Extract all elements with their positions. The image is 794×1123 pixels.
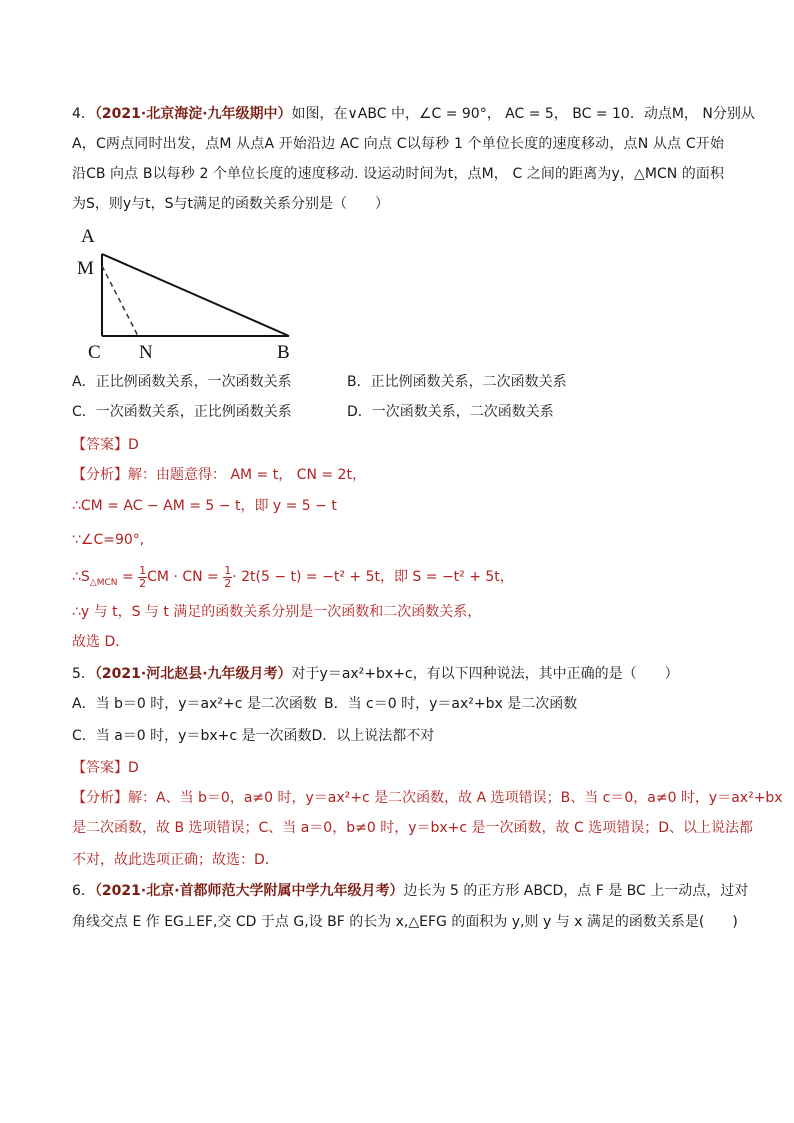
- q4-option-d: D．一次函数关系，二次函数关系: [347, 404, 554, 420]
- formula-end: · 2t(5 − t) = −t² + 5t，即 S = −t² + 5t，: [232, 569, 514, 585]
- q4-analysis-line-5: ∴y 与 t，S 与 t 满足的函数关系分别是一次函数和二次函数关系，: [72, 604, 482, 620]
- q5-line-1: [72, 664, 724, 684]
- q5-analysis-line-3: 不对，故此选项正确；故选：D．: [72, 852, 279, 868]
- label-m: M: [77, 258, 94, 279]
- q6-number: 6．: [72, 883, 95, 899]
- formula-middle: CM · CN =: [147, 569, 224, 585]
- q6-line-1: [72, 881, 749, 901]
- fraction-numerator: 1: [139, 563, 147, 577]
- q4-analysis-text-1: 解：由题意得： AM = t， CN = 2t，: [128, 467, 366, 483]
- q6-source: （2021·北京·首都师范大学附属中学九年级月考）: [94, 883, 404, 899]
- q5-source: （2021·河北赵县·九年级月考）: [94, 666, 292, 682]
- area-subscript: △MCN: [89, 577, 118, 588]
- q4-analysis-line-4: [72, 564, 724, 596]
- q4-analysis-line-3: ∵∠C=90°,: [72, 532, 145, 548]
- q5-option-b: B．当 c＝0 时，y＝ax²+bx 是二次函数: [324, 696, 578, 712]
- q4-option-c: C．一次函数关系，正比例函数关系: [72, 404, 292, 420]
- q5-option-c-d: C．当 a＝0 时，y＝bx+c 是一次函数D．以上说法都不对: [72, 728, 435, 744]
- label-b: B: [277, 342, 290, 362]
- fraction-numerator-2: 1: [224, 563, 232, 577]
- q5-analysis-line-1: [72, 788, 783, 808]
- q5-analysis-line-2: 是二次函数，故 B 选项错误；C、当 a＝0，b≠0 时，y＝bx+c 是一次函数，故 C 选项错误；D、以上说法都: [72, 820, 753, 836]
- fraction-half-2: [223, 565, 232, 590]
- label-a: A: [81, 226, 95, 247]
- side-ab: [102, 254, 289, 336]
- q5-analysis-text-1: 解：A、当 b＝0，a≠0 时，y＝ax²+c 是二次函数，故 A 选项错误；B、当 c＝0，a≠0 时，y＝ax²+bx: [128, 790, 783, 806]
- q5-stem: 对于y＝ax²+bx+c，有以下四种说法，其中正确的是（ ）: [291, 666, 679, 682]
- q4-number: 4．: [72, 106, 95, 122]
- q6-line-2: 角线交点 E 作 EG⊥EF,交 CD 于点 G,设 BF 的长为 x,△EFG 的面积为 y,则 y 与 x 满足的函数关系是( ): [72, 914, 738, 930]
- segment-mn-dashed: [102, 266, 138, 336]
- q4-option-b: B．正比例函数关系，二次函数关系: [347, 374, 567, 390]
- equals-sign: =: [117, 569, 139, 585]
- q4-line-4: 为S，则y与t，S与t满足的函数关系分别是（ ）: [72, 196, 390, 212]
- label-c: C: [88, 342, 101, 362]
- q4-line-1: [72, 104, 755, 124]
- q5-answer: 【答案】D: [72, 760, 139, 776]
- fraction-denominator-2: 2: [224, 576, 232, 590]
- q4-analysis-label: 【分析】: [72, 467, 128, 483]
- q4-line-2: A，C两点同时出发，点M 从点A 开始沿边 AC 向点 C以每秒 1 个单位长度的速度移动，点N 从点 C开始: [72, 136, 724, 152]
- q6-stem-part1: 边长为 5 的正方形 ABCD，点 F 是 BC 上一动点，过对: [403, 883, 749, 899]
- q4-stem-part1: 如图，在∨ABC 中，∠C = 90°， AC = 5， BC = 10．动点M， N分别从: [291, 106, 755, 122]
- label-n: N: [139, 342, 153, 362]
- q4-option-a: A．正比例函数关系，一次函数关系: [72, 374, 292, 390]
- q5-analysis-label: 【分析】: [72, 790, 128, 806]
- q5-number: 5．: [72, 666, 95, 682]
- q4-answer: 【答案】D: [72, 437, 139, 453]
- q4-line-3: 沿CB 向点 B以每秒 2 个单位长度的速度移动. 设运动时间为t，点M， C 之间的距离为y，△MCN 的面积: [72, 166, 724, 182]
- q4-source: （2021·北京海淀·九年级期中）: [94, 106, 292, 122]
- area-s-symbol: ∴S: [72, 569, 90, 585]
- q4-analysis-line-1: [72, 465, 724, 485]
- q4-analysis-line-2: ∴CM = AC − AM = 5 − t，即 y = 5 − t: [72, 498, 337, 514]
- triangle-figure: [72, 222, 312, 362]
- q4-analysis-line-6: 故选 D．: [72, 634, 130, 650]
- q5-option-a: A．当 b＝0 时，y＝ax²+c 是二次函数: [72, 696, 317, 712]
- fraction-denominator: 2: [139, 576, 147, 590]
- fraction-half: [138, 565, 147, 590]
